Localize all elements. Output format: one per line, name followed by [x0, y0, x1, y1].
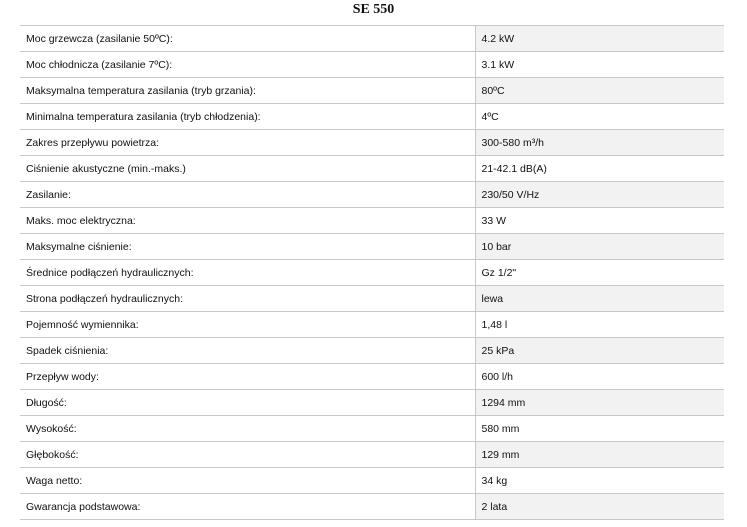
spec-label: Minimalna temperatura zasilania (tryb chłodzenia):	[20, 104, 475, 130]
spec-value: 300-580 m³/h	[475, 130, 724, 156]
table-row	[20, 104, 724, 130]
table-row	[20, 416, 724, 442]
spec-value: 4.2 kW	[475, 26, 724, 52]
table-row	[20, 78, 724, 104]
spec-value: lewa	[475, 286, 724, 312]
table-row	[20, 182, 724, 208]
spec-label: Strona podłączeń hydraulicznych:	[20, 286, 475, 312]
spec-label: Pojemność wymiennika:	[20, 312, 475, 338]
page-title: SE 550	[352, 2, 395, 17]
spec-label: Średnice podłączeń hydraulicznych:	[20, 260, 475, 286]
spec-value: 4ºC	[475, 104, 724, 130]
spec-value: 1,48 l	[475, 312, 724, 338]
spec-value: 600 l/h	[475, 364, 724, 390]
spec-label: Wysokość:	[20, 416, 475, 442]
spec-value: 580 mm	[475, 416, 724, 442]
spec-label: Moc chłodnicza (zasilanie 7ºC):	[20, 52, 475, 78]
spec-value: 129 mm	[475, 442, 724, 468]
spec-label: Spadek ciśnienia:	[20, 338, 475, 364]
spec-value: 25 kPa	[475, 338, 724, 364]
spec-value: Gz 1/2"	[475, 260, 724, 286]
spec-label: Maksymalna temperatura zasilania (tryb grzania):	[20, 78, 475, 104]
table-row	[20, 130, 724, 156]
spec-value: 34 kg	[475, 468, 724, 494]
spec-value: 230/50 V/Hz	[475, 182, 724, 208]
spec-value: 3.1 kW	[475, 52, 724, 78]
table-row	[20, 442, 724, 468]
table-row	[20, 390, 724, 416]
spec-label: Maks. moc elektryczna:	[20, 208, 475, 234]
table-row	[20, 234, 724, 260]
table-row	[20, 156, 724, 182]
table-row	[20, 26, 724, 52]
spec-value: 10 bar	[475, 234, 724, 260]
table-row	[20, 208, 724, 234]
table-row	[20, 468, 724, 494]
spec-value: 21-42.1 dB(A)	[475, 156, 724, 182]
spec-label: Maksymalne ciśnienie:	[20, 234, 475, 260]
spec-value: 1294 mm	[475, 390, 724, 416]
spec-label: Gwarancja podstawowa:	[20, 494, 475, 520]
spec-label: Głębokość:	[20, 442, 475, 468]
table-row	[20, 494, 724, 520]
table-row	[20, 260, 724, 286]
spec-label: Zasilanie:	[20, 182, 475, 208]
spec-label: Długość:	[20, 390, 475, 416]
spec-value: 2 lata	[475, 494, 724, 520]
spec-label: Waga netto:	[20, 468, 475, 494]
spec-value: 80ºC	[475, 78, 724, 104]
spec-label: Przepływ wody:	[20, 364, 475, 390]
table-row	[20, 312, 724, 338]
spec-label: Zakres przepływu powietrza:	[20, 130, 475, 156]
table-row	[20, 338, 724, 364]
table-row	[20, 364, 724, 390]
table-row	[20, 52, 724, 78]
spec-label: Moc grzewcza (zasilanie 50ºC):	[20, 26, 475, 52]
spec-value: 33 W	[475, 208, 724, 234]
spec-label: Ciśnienie akustyczne (min.-maks.)	[20, 156, 475, 182]
table-row	[20, 286, 724, 312]
spec-table	[20, 25, 724, 520]
